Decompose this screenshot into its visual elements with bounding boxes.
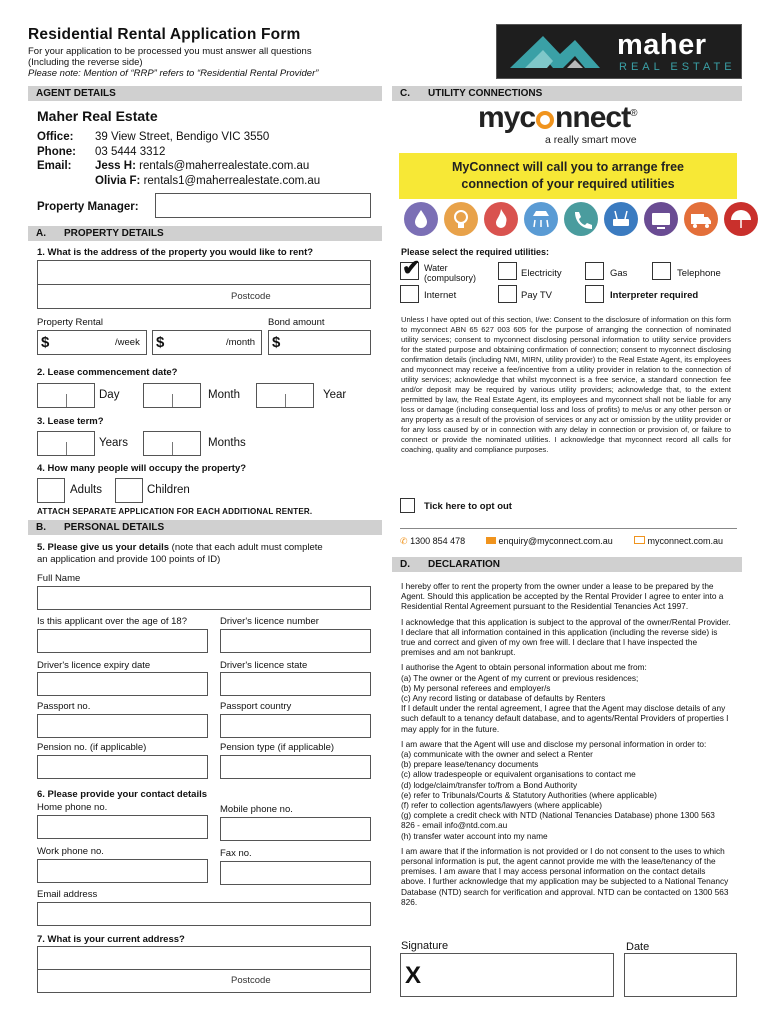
lease-months-field[interactable] xyxy=(143,431,201,456)
internet-checkbox[interactable] xyxy=(400,285,419,303)
electricity-checkbox[interactable] xyxy=(498,262,517,280)
passport-country-label: Passport country xyxy=(220,701,292,712)
declaration-header-label: DECLARATION xyxy=(428,559,501,570)
work-phone-label: Work phone no. xyxy=(37,846,104,857)
licence-state-label: Driver's licence state xyxy=(220,660,308,671)
date-field[interactable] xyxy=(624,953,737,997)
lease-day-field[interactable] xyxy=(37,383,95,408)
attach-separate-note: ATTACH SEPARATE APPLICATION FOR EACH ADDITIONAL RENTER. xyxy=(37,507,313,516)
passport-number-field[interactable] xyxy=(37,714,208,738)
section-c-letter: C. xyxy=(400,88,410,99)
myconnect-email-group xyxy=(486,536,613,546)
months-label: Months xyxy=(208,437,246,449)
field-divider xyxy=(66,442,67,455)
lease-years-field[interactable] xyxy=(37,431,95,456)
myconnect-logo-pre: myc xyxy=(478,101,536,134)
over-18-field[interactable] xyxy=(37,629,208,653)
water-label-1: Water xyxy=(424,263,448,273)
email-address-label: Email address xyxy=(37,889,98,900)
fax-label: Fax no. xyxy=(220,848,252,859)
registered-mark: ® xyxy=(630,108,637,119)
maher-logo-tagline: REAL ESTATE xyxy=(619,61,736,73)
declaration-p4i: (h) transfer water account into my name xyxy=(401,830,548,841)
pension-number-field[interactable] xyxy=(37,755,208,779)
personal-details-header-label: PERSONAL DETAILS xyxy=(64,522,165,533)
power-icon xyxy=(444,202,478,236)
telephone-checkbox[interactable] xyxy=(652,262,671,280)
rent-per-month-field[interactable] xyxy=(152,330,262,355)
field-divider xyxy=(172,394,173,407)
water-label xyxy=(424,263,476,283)
question-4: 4. How many people will occupy the property? xyxy=(37,463,247,474)
myconnect-phone[interactable]: 1300 854 478 xyxy=(410,536,466,546)
myconnect-logo xyxy=(478,101,636,135)
declaration-p1: I hereby offer to rent the property from the owner under a lease to be prepared by the Agent. Should this application be accepted by the Rental Provider I agree to enter into a Residential Rental Agreement pursuant to the Residential Tenancies Act 1997. xyxy=(401,581,724,612)
full-name-field[interactable] xyxy=(37,586,371,610)
myconnect-banner xyxy=(399,153,737,199)
postcode-label: Postcode xyxy=(231,291,271,302)
paytv-label: Pay TV xyxy=(521,290,552,301)
dollar-sign: $ xyxy=(272,334,281,351)
property-rental-label: Property Rental xyxy=(37,317,104,328)
phone-contact-icon: ✆ xyxy=(400,536,408,546)
postcode-label: Postcode xyxy=(231,975,271,986)
utility-consent-text: Unless I have opted out of this section, I/we: Consent to the disclosure of information on this form to myconnect ABN 65 627 003 605 for the purpose of arranging the connection of nominated utility services; consent to myconnect disclosing personal information to utility service providers for the stated purpose and obtaining confirmation of connection; consent to myconnect disclosing confirmation details (including NMI, MIRN, utility provider) to the Real Estate Agent, its employees and myconnect may receive a fee/incentive from a utility provider in relation to the connection of utility services; acknowledge that whilst myconnect is a free service, a standard connection fee and/or deposit may be required by various utility providers; acknowledge that, to the extent permitted by law, the Real Estate Agent, its employees and myconnect shall not be liable for any loss or damage (including consequential loss and loss of profits) to me/us or any other person or any property as a result of the provision of services or any act or omission by the utility provider or for any loss caused by or in connection with any delay in connection or provision of, or failure to connect or provide the nominated utilities. I acknowledge that myconnect record all calls for coaching, quality and compliance purposes. xyxy=(401,315,731,454)
declaration-p4g: (f) refer to collection agents/lawyers (where applicable) xyxy=(401,800,603,811)
maher-logo-mark-icon xyxy=(505,28,605,78)
bond-amount-label: Bond amount xyxy=(268,317,325,328)
declaration-p4f: (e) refer to Tribunals/Courts & Statutory Authorities (where applicable) xyxy=(401,789,657,800)
current-postcode-field[interactable] xyxy=(37,969,371,993)
email2-name: Olivia F: xyxy=(95,174,141,187)
month-label: Month xyxy=(208,389,240,401)
phone-label: Phone: xyxy=(37,145,76,158)
email1-name: Jess H: xyxy=(95,160,136,172)
office-label: Office: xyxy=(37,131,74,143)
per-week-label: /week xyxy=(115,337,140,348)
rent-per-week-field[interactable] xyxy=(37,330,147,355)
pension-type-field[interactable] xyxy=(220,755,371,779)
declaration-p4b: (a) communicate with the owner and select a Renter xyxy=(401,749,593,760)
mobile-phone-field[interactable] xyxy=(220,817,371,841)
utility-icons-row xyxy=(404,202,744,238)
internet-label: Internet xyxy=(424,290,457,301)
opt-out-label: Tick here to opt out xyxy=(424,501,512,512)
passport-country-field[interactable] xyxy=(220,714,371,738)
agent-labels xyxy=(37,130,76,174)
agent-values xyxy=(95,130,320,188)
declaration-header xyxy=(392,557,742,572)
myconnect-logo-post: nnect xyxy=(555,101,631,134)
licence-state-field[interactable] xyxy=(220,672,371,696)
declaration-p3c: (b) My personal referees and employer/s xyxy=(401,682,551,693)
field-divider xyxy=(172,442,173,455)
form-subtitle-3: Please note: Mention of “RRP” refers to “Residential Rental Provider” xyxy=(28,68,319,79)
dollar-sign: $ xyxy=(156,334,165,351)
form-subtitle-2: (Including the reverse side) xyxy=(28,57,143,68)
lease-month-field[interactable] xyxy=(143,383,201,408)
declaration-p4d: (c) allow tradespeople or equivalent organisations to contact me xyxy=(401,769,636,780)
email-line-1 xyxy=(95,159,320,174)
declaration-p3b: (a) The owner or the Agent of my current or previous residences; xyxy=(401,672,639,683)
myconnect-o-icon xyxy=(536,111,554,129)
email-contact-icon xyxy=(486,537,496,544)
water-label-2: (compulsory) xyxy=(424,273,477,283)
adults-label: Adults xyxy=(70,484,102,496)
pension-type-label: Pension type (if applicable) xyxy=(220,742,335,753)
passport-number-label: Passport no. xyxy=(37,701,91,712)
property-postcode-field[interactable] xyxy=(37,284,371,309)
utility-connections-header xyxy=(392,86,742,101)
shower-icon xyxy=(524,202,558,236)
mobile-phone-label: Mobile phone no. xyxy=(220,804,293,815)
property-details-header-label: PROPERTY DETAILS xyxy=(64,228,164,239)
phone-icon xyxy=(564,202,598,236)
declaration-p4e: (d) lodge/claim/transfer to/from a Bond Authority xyxy=(401,779,578,790)
property-manager-label: Property Manager: xyxy=(37,201,139,213)
myconnect-website[interactable]: myconnect.com.au xyxy=(647,536,724,546)
home-phone-field[interactable] xyxy=(37,815,208,839)
myconnect-tagline: a really smart move xyxy=(545,134,637,146)
signature-label: Signature xyxy=(401,940,449,952)
interpreter-label: Interpreter required xyxy=(610,290,699,301)
full-name-label: Full Name xyxy=(37,573,81,584)
bond-amount-field[interactable] xyxy=(268,330,371,355)
declaration-body xyxy=(401,581,731,907)
umbrella-icon xyxy=(724,202,758,236)
myconnect-email[interactable]: enquiry@myconnect.com.au xyxy=(498,536,613,546)
myconnect-contacts xyxy=(400,536,465,547)
per-month-label: /month xyxy=(226,337,256,348)
maher-logo-name: maher xyxy=(617,29,707,61)
office-address: 39 View Street, Bendigo VIC 3550 xyxy=(95,131,270,143)
children-count-field[interactable] xyxy=(115,478,143,503)
current-address-field[interactable] xyxy=(37,946,371,970)
gas-checkbox[interactable] xyxy=(585,262,604,280)
adults-count-field[interactable] xyxy=(37,478,65,503)
personal-details-header xyxy=(28,520,382,535)
declaration-p4a: I am aware that the Agent will use and disclose my personal information in order to: xyxy=(401,738,707,749)
email2-address[interactable]: rentals1@maherrealestate.com.au xyxy=(143,174,321,187)
myconnect-web-group xyxy=(634,536,723,546)
property-details-header xyxy=(28,226,382,241)
question-6: 6. Please provide your contact details xyxy=(37,789,208,800)
section-d-letter: D. xyxy=(400,559,410,570)
years-label: Years xyxy=(99,437,128,449)
laptop-icon xyxy=(634,536,645,544)
licence-expiry-field[interactable] xyxy=(37,672,208,696)
question-3: 3. Lease term? xyxy=(37,416,104,427)
pension-number-label: Pension no. (if applicable) xyxy=(37,742,147,753)
banner-line-2: connection of your required utilities xyxy=(461,177,675,191)
electricity-label: Electricity xyxy=(521,268,562,279)
question-1: 1. What is the address of the property you would like to rent? xyxy=(37,247,314,258)
question-5 xyxy=(37,542,323,565)
property-address-field[interactable] xyxy=(37,260,371,285)
declaration-p3a: I authorise the Agent to obtain personal information about me from: xyxy=(401,662,647,673)
licence-number-field[interactable] xyxy=(220,629,371,653)
checkmark-icon: ✔ xyxy=(402,255,421,280)
declaration-p3e: If I default under the rental agreement, I agree that the Agent may disclose details of any such default to a tenancy default database, and to agents/Rental Providers of properties I may apply for in the future. xyxy=(401,703,729,734)
telephone-label: Telephone xyxy=(677,268,721,279)
water-checkbox[interactable] xyxy=(400,255,421,280)
section-a-letter: A. xyxy=(36,228,46,239)
office-phone: 03 5444 3312 xyxy=(95,145,166,158)
property-manager-field[interactable] xyxy=(155,193,371,218)
email1-address[interactable]: rentals@maherrealestate.com.au xyxy=(139,160,310,172)
agent-details-header xyxy=(28,86,382,101)
q5-line2: an application and provide 100 points of ID) xyxy=(37,553,221,565)
internet-icon xyxy=(604,202,638,236)
maher-logo xyxy=(496,24,742,79)
utility-divider xyxy=(400,528,737,529)
licence-number-label: Driver's licence number xyxy=(220,616,319,627)
select-utilities-label: Please select the required utilities: xyxy=(401,247,550,257)
signature-x-mark: X xyxy=(405,962,422,989)
day-label: Day xyxy=(99,389,120,401)
q5-bold: 5. Please give us your details xyxy=(37,542,170,553)
field-divider xyxy=(285,394,286,407)
signature-field[interactable] xyxy=(400,953,614,997)
field-divider xyxy=(66,394,67,407)
fax-field[interactable] xyxy=(220,861,371,885)
utility-connections-header-label: UTILITY CONNECTIONS xyxy=(428,88,543,99)
work-phone-field[interactable] xyxy=(37,859,208,883)
declaration-p4c: (b) prepare lease/tenancy documents xyxy=(401,759,539,770)
dollar-sign: $ xyxy=(41,334,50,351)
declaration-p2: I acknowledge that this application is subject to the approval of the owner/Rental Provider. I declare that all information contained in this application (including the reverse side) is true and correct and given of my own free will. I declare that I have inspected the premises and am not bankrupt. xyxy=(401,616,731,658)
question-2: 2. Lease commencement date? xyxy=(37,367,178,378)
agent-details-header-label: AGENT DETAILS xyxy=(36,88,116,99)
declaration-p4h: (g) complete a credit check with NTD (National Tenancies Database) phone 1300 563 826 - email info@ntd.com.au xyxy=(401,810,715,831)
gas-label: Gas xyxy=(610,268,628,279)
declaration-p5: I am aware that if the information is not provided or I do not consent to the uses to which personal information is put, the agent cannot provide me with the lease/tenancy of the premises. I am aware that I may access personal information on the contact details above. I further acknowledge that my application may be subjected to a National Tenancy Database (NTD) search for verification and approval. NTD can be contacted on 1300 563 826. xyxy=(401,845,729,907)
form-subtitle-1: For your application to be processed you must answer all questions xyxy=(28,46,312,57)
year-label: Year xyxy=(323,389,347,401)
date-label: Date xyxy=(626,941,650,953)
section-b-letter: B. xyxy=(36,522,46,533)
declaration-p3d: (c) Any record listing or database of defaults by Renters xyxy=(401,693,606,704)
banner-line-1: MyConnect will call you to arrange free xyxy=(451,160,684,174)
form-title: Residential Rental Application Form xyxy=(28,26,301,43)
question-7: 7. What is your current address? xyxy=(37,934,185,945)
agent-name: Maher Real Estate xyxy=(37,108,158,124)
email-label: Email: xyxy=(37,160,72,172)
paytv-checkbox[interactable] xyxy=(498,285,517,303)
water-icon xyxy=(404,202,438,236)
opt-out-checkbox[interactable] xyxy=(400,498,415,513)
licence-expiry-label: Driver's licence expiry date xyxy=(37,660,151,671)
home-phone-label: Home phone no. xyxy=(37,802,108,813)
tv-icon xyxy=(644,202,678,236)
lease-year-field[interactable] xyxy=(256,383,314,408)
over-18-label: Is this applicant over the age of 18? xyxy=(37,616,187,627)
email-line-2 xyxy=(95,174,320,189)
q5-rest: (note that each adult must complete xyxy=(169,542,323,553)
gas-icon xyxy=(484,202,518,236)
email-address-field[interactable] xyxy=(37,902,371,926)
children-label: Children xyxy=(147,484,190,496)
interpreter-checkbox[interactable] xyxy=(585,285,604,303)
truck-icon xyxy=(684,202,718,236)
